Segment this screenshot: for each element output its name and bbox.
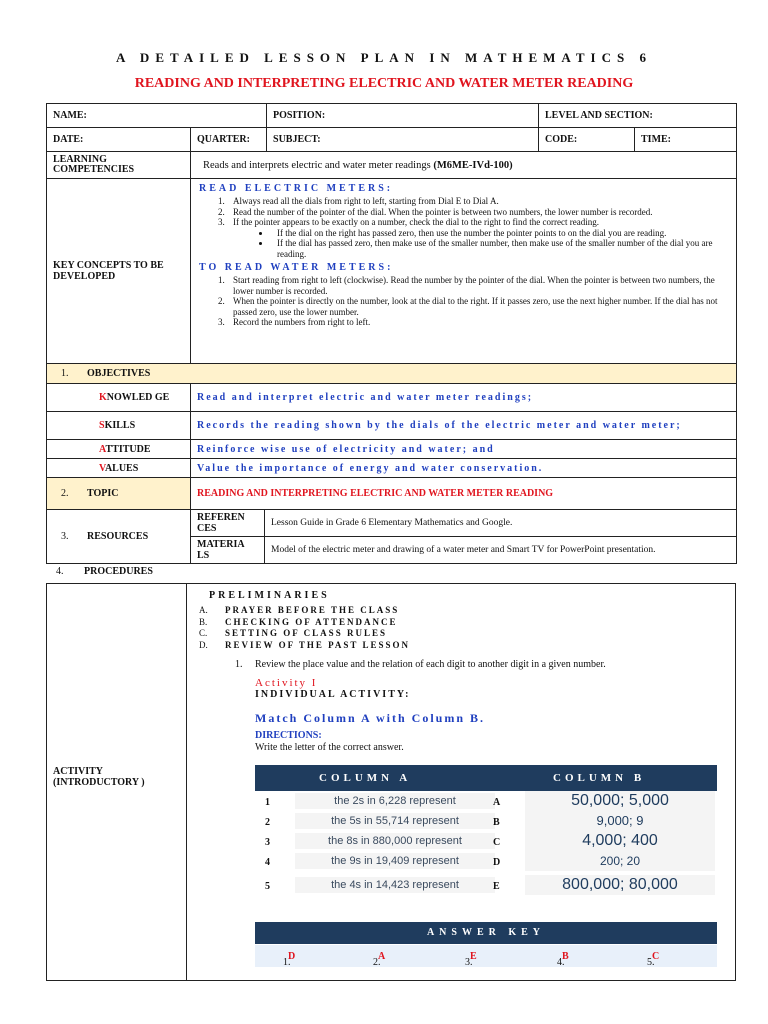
review-instruction: 1. Review the place value and the relation of each digit to another digit in a given number. bbox=[235, 659, 606, 670]
objective-skills-text: Records the reading shown by the dials of the electric meter and water meter; bbox=[191, 412, 737, 440]
objective-values-label: VALUES bbox=[47, 459, 191, 478]
electric-substep: • If the dial has passed zero, then make use of the smaller number, then make use of the smaller number of the dial you are reading. bbox=[271, 238, 722, 259]
materials-label: MATERIA LS bbox=[191, 537, 265, 564]
objective-knowledge-text: Read and interpret electric and water meter readings; bbox=[191, 384, 737, 412]
answer-key-header: ANSWER KEY bbox=[255, 922, 717, 944]
position-field[interactable]: POSITION: bbox=[267, 104, 539, 128]
electric-step: 1. Always read all the dials from right to left, starting from Dial E to Dial A. bbox=[227, 196, 722, 207]
answer-item: 3. E bbox=[465, 951, 477, 968]
column-a-header: COLUMN A bbox=[319, 772, 412, 784]
directions-label: DIRECTIONS: bbox=[255, 730, 322, 741]
table-row bbox=[255, 811, 717, 831]
electric-substep: • If the dial on the right has passed zero, then use the number the pointer points to on the dial you are reading. bbox=[271, 228, 722, 239]
column-b-letter: A bbox=[493, 797, 501, 808]
competencies-label: LEARNING COMPETENCIES bbox=[47, 152, 191, 179]
activity-box bbox=[46, 583, 736, 981]
row-number: 4 bbox=[265, 857, 270, 868]
table-row bbox=[255, 851, 717, 871]
column-b-letter: D bbox=[493, 857, 501, 868]
procedures-heading: 4. PROCEDURES bbox=[56, 566, 153, 577]
water-step: 3. Record the numbers from right to left. bbox=[227, 317, 722, 328]
document-subtitle: READING AND INTERPRETING ELECTRIC AND WATER METER READING bbox=[134, 76, 634, 91]
column-a-item: the 5s in 55,714 represent bbox=[295, 813, 495, 829]
objective-attitude-label: ATTITUDE bbox=[47, 440, 191, 459]
activity-type: INDIVIDUAL ACTIVITY: bbox=[255, 689, 411, 700]
activity-label-cell bbox=[47, 584, 187, 980]
subject-field[interactable]: SUBJECT: bbox=[267, 128, 539, 152]
document-title: A DETAILED LESSON PLAN IN MATHEMATICS 6 bbox=[116, 50, 652, 65]
answer-item: 1. D bbox=[283, 951, 296, 968]
column-b-item: 4,000; 400 bbox=[525, 831, 715, 851]
water-step: 1. Start reading from right to left (clockwise). Read the number by the pointer of the dial. When the pointer is between two numbers, the lower number is recorded. bbox=[227, 275, 722, 296]
column-a-item: the 8s in 880,000 represent bbox=[295, 833, 495, 849]
row-number: 1 bbox=[265, 797, 270, 808]
header-table bbox=[46, 103, 737, 152]
preliminaries-list bbox=[199, 605, 410, 651]
directions-text: Write the letter of the correct answer. bbox=[255, 742, 404, 753]
electric-meters-heading: READ ELECTRIC METERS: bbox=[199, 183, 394, 194]
water-step: 2. When the pointer is directly on the number, look at the dial to the right. If it passes zero, use the next higher number. If the dial has not passed zero, use the lower number. bbox=[227, 296, 722, 317]
topic-text: READING AND INTERPRETING ELECTRIC AND WATER METER READING bbox=[191, 478, 737, 510]
answer-item: 2. A bbox=[373, 951, 386, 968]
key-concepts-label: KEY CONCEPTS TO BE DEVELOPED bbox=[47, 179, 191, 364]
column-b-header: COLUMN B bbox=[553, 772, 646, 784]
activity-label: ACTIVITY (INTRODUCTORY ) bbox=[53, 766, 145, 788]
column-b-item: 200; 20 bbox=[525, 851, 715, 871]
electric-step: 2. Read the number of the pointer of the dial. When the pointer is between two numbers, the lower number is recorded. bbox=[227, 207, 722, 218]
preliminaries-heading: PRELIMINARIES bbox=[209, 590, 330, 601]
column-a-item: the 4s in 14,423 represent bbox=[295, 877, 495, 893]
column-b-item: 50,000; 5,000 bbox=[525, 791, 715, 811]
column-b-item: 800,000; 80,000 bbox=[525, 875, 715, 895]
column-b-letter: B bbox=[493, 817, 500, 828]
water-meters-heading: TO READ WATER METERS: bbox=[199, 262, 394, 273]
key-concepts-content bbox=[191, 179, 737, 364]
objective-attitude-text: Reinforce wise use of electricity and water; and bbox=[191, 440, 737, 459]
objective-knowledge-label: KNOWLED GE bbox=[47, 384, 191, 412]
row-number: 5 bbox=[265, 881, 270, 892]
row-number: 2 bbox=[265, 817, 270, 828]
answer-key-row bbox=[255, 945, 717, 967]
list-item: A. PRAYER BEFORE THE CLASS bbox=[199, 605, 400, 615]
list-item: D. REVIEW OF THE PAST LESSON bbox=[199, 639, 411, 650]
quarter-field[interactable]: QUARTER: bbox=[191, 128, 267, 152]
table-row bbox=[255, 831, 717, 851]
answer-item: 5. C bbox=[647, 951, 660, 968]
references-text: Lesson Guide in Grade 6 Elementary Mathematics and Google. bbox=[265, 510, 737, 537]
column-b-item: 9,000; 9 bbox=[525, 811, 715, 831]
list-item: C. SETTING OF CLASS RULES bbox=[199, 628, 387, 638]
resources-label: 3. RESOURCES bbox=[47, 510, 191, 564]
name-field[interactable]: NAME: bbox=[47, 104, 267, 128]
date-field[interactable]: DATE: bbox=[47, 128, 191, 152]
list-item: B. CHECKING OF ATTENDANCE bbox=[199, 616, 398, 627]
electric-step: 3. If the pointer appears to be exactly on a number, check the dial to the right to find the correct reading. • If the dial on the right has passed zero, then use the number the pointer points to on the dial you are reading. • If the dial has passed zero, then make use of the smaller number, then make use of the smaller number of the dial you are reading. bbox=[227, 217, 722, 259]
column-a-item: the 2s in 6,228 represent bbox=[295, 793, 495, 809]
answer-item: 4. B bbox=[557, 951, 569, 968]
objective-values-text: Value the importance of energy and water conservation. bbox=[191, 459, 737, 478]
topic-label: 2. TOPIC bbox=[47, 478, 191, 510]
match-instruction: Match Column A with Column B. bbox=[255, 711, 486, 725]
column-b-letter: C bbox=[493, 837, 501, 848]
table-row bbox=[255, 871, 717, 899]
column-a-item: the 9s in 19,409 represent bbox=[295, 853, 495, 869]
match-table bbox=[255, 791, 717, 899]
level-section-field[interactable]: LEVEL AND SECTION: bbox=[539, 104, 737, 128]
materials-text: Model of the electric meter and drawing of a water meter and Smart TV for PowerPoint presentation. bbox=[265, 537, 737, 564]
code-field[interactable]: CODE: bbox=[539, 128, 635, 152]
lesson-table bbox=[46, 151, 737, 564]
column-b-letter: E bbox=[493, 881, 500, 892]
row-number: 3 bbox=[265, 837, 270, 848]
competencies-text: Reads and interprets electric and water meter readings (M6ME-IVd-100) bbox=[191, 152, 737, 179]
activity-title: Activity I bbox=[255, 677, 318, 689]
objective-skills-label: SKILLS bbox=[47, 412, 191, 440]
references-label: REFEREN CES bbox=[191, 510, 265, 537]
table-row bbox=[255, 791, 717, 811]
match-table-header bbox=[255, 765, 717, 791]
objectives-heading: 1. OBJECTIVES bbox=[47, 364, 737, 384]
time-field[interactable]: TIME: bbox=[635, 128, 737, 152]
